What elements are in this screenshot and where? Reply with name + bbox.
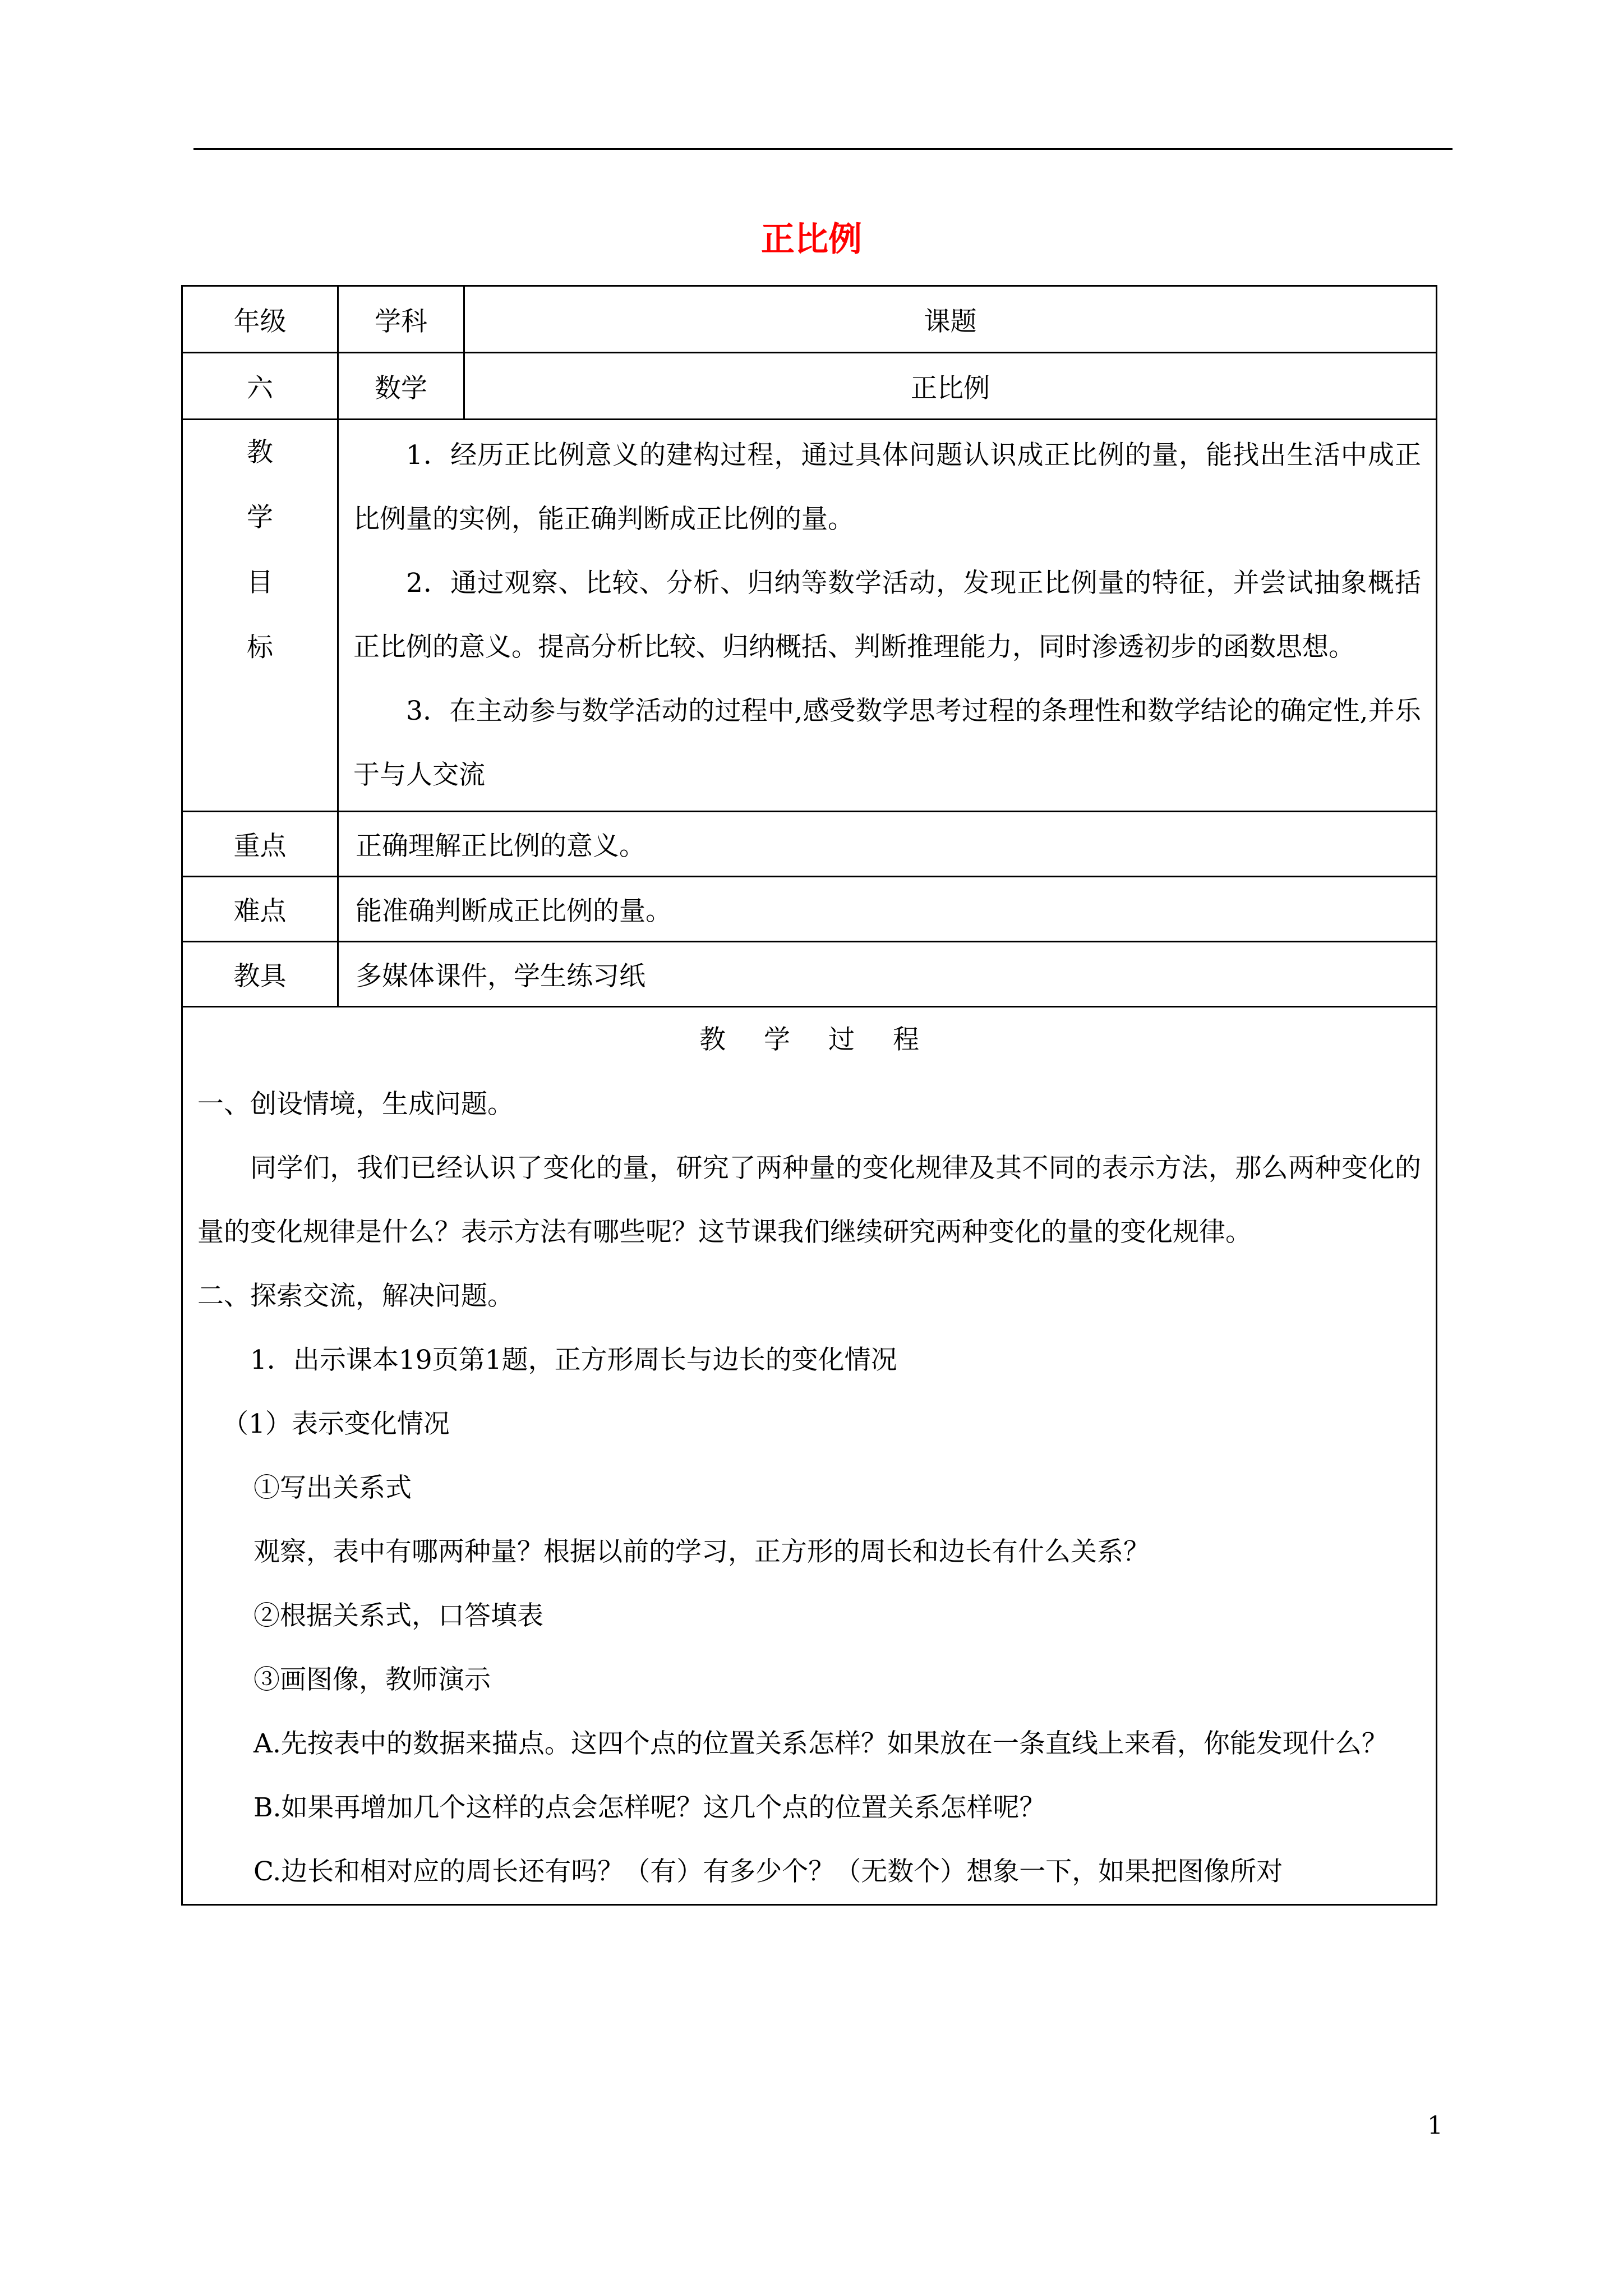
lesson-plan-table: [181, 285, 1437, 1906]
topic-value: 正比例: [464, 353, 1437, 420]
difficulty-value: 能准确判断成正比例的量。: [338, 877, 1437, 942]
page-number: 1: [1427, 2111, 1443, 2140]
subject-header: 学科: [338, 286, 464, 353]
difficulty-label: 难点: [182, 877, 338, 942]
tools-value: 多媒体课件，学生练习纸: [338, 942, 1437, 1007]
key-point-row: [182, 812, 1437, 877]
difficulty-row: [182, 877, 1437, 942]
process-title-char: 教: [699, 1024, 726, 1055]
step-item: ③画图像，教师演示: [253, 1664, 491, 1695]
point-item: B.如果再增加几个这样的点会怎样呢？这几个点的位置关系怎样呢？: [253, 1792, 1046, 1823]
goals-label-char: 标: [247, 632, 273, 663]
section-paragraph: 同学们，我们已经认识了变化的量，研究了两种量的变化规律及其不同的表示方法，那么两种变化的量的变化规律是什么？表示方法有哪些呢？这节课我们继续研究两种变化的量的变化规律。: [197, 1153, 1421, 1248]
process-title: [197, 1007, 1421, 1073]
grade-header: 年级: [182, 286, 338, 353]
teaching-process: [182, 1007, 1437, 1905]
section-heading: 二、探索交流，解决问题。: [197, 1281, 514, 1312]
tools-label: 教具: [182, 942, 338, 1007]
goal-item: 3．在主动参与数学活动的过程中,感受数学思考过程的条理性和数学结论的确定性,并乐于与人交流: [353, 696, 1421, 790]
key-point-label: 重点: [182, 812, 338, 877]
goal-item: 1．经历正比例意义的建构过程，通过具体问题认识成正比例的量，能找出生活中成正比例量的实例，能正确判断成正比例的量。: [353, 440, 1421, 535]
point-item: C.边长和相对应的周长还有吗？（有）有多少个？（无数个）想象一下，如果把图像所对: [253, 1856, 1283, 1887]
goals-row: [182, 420, 1437, 812]
subject-value: 数学: [338, 353, 464, 420]
section-heading: 一、创设情境，生成问题。: [197, 1089, 514, 1120]
process-title-char: 学: [764, 1024, 790, 1055]
tools-row: [182, 942, 1437, 1007]
goals-label-char: 学: [247, 502, 273, 533]
goals-label: [182, 420, 338, 812]
sub-item: （1）表示变化情况: [222, 1409, 450, 1439]
process-row: [182, 1007, 1437, 1905]
header-row: [182, 286, 1437, 353]
goals-label-char: 目: [247, 567, 273, 598]
goals-body: [338, 420, 1437, 812]
header-rule: [193, 148, 1453, 150]
process-title-char: 程: [893, 1024, 919, 1055]
topic-header: 课题: [464, 286, 1437, 353]
step-text: 观察，表中有哪两种量？根据以前的学习，正方形的周长和边长有什么关系？: [253, 1536, 1150, 1567]
step-item: 1．出示课本19页第1题，正方形周长与边长的变化情况: [250, 1345, 897, 1375]
goals-label-char: 教: [247, 437, 273, 468]
step-item: ①写出关系式: [253, 1473, 412, 1503]
process-title-char: 过: [828, 1024, 855, 1055]
value-row: [182, 353, 1437, 420]
key-point-value: 正确理解正比例的意义。: [338, 812, 1437, 877]
grade-value: 六: [182, 353, 338, 420]
document-title: 正比例: [761, 220, 862, 259]
goal-item: 2．通过观察、比较、分析、归纳等数学活动，发现正比例量的特征，并尝试抽象概括正比例的意义。提高分析比较、归纳概括、判断推理能力，同时渗透初步的函数思想。: [353, 568, 1421, 662]
point-item: A.先按表中的数据来描点。这四个点的位置关系怎样？如果放在一条直线上来看，你能发现什么？: [253, 1728, 1388, 1759]
step-item: ②根据关系式，口答填表: [253, 1600, 543, 1631]
